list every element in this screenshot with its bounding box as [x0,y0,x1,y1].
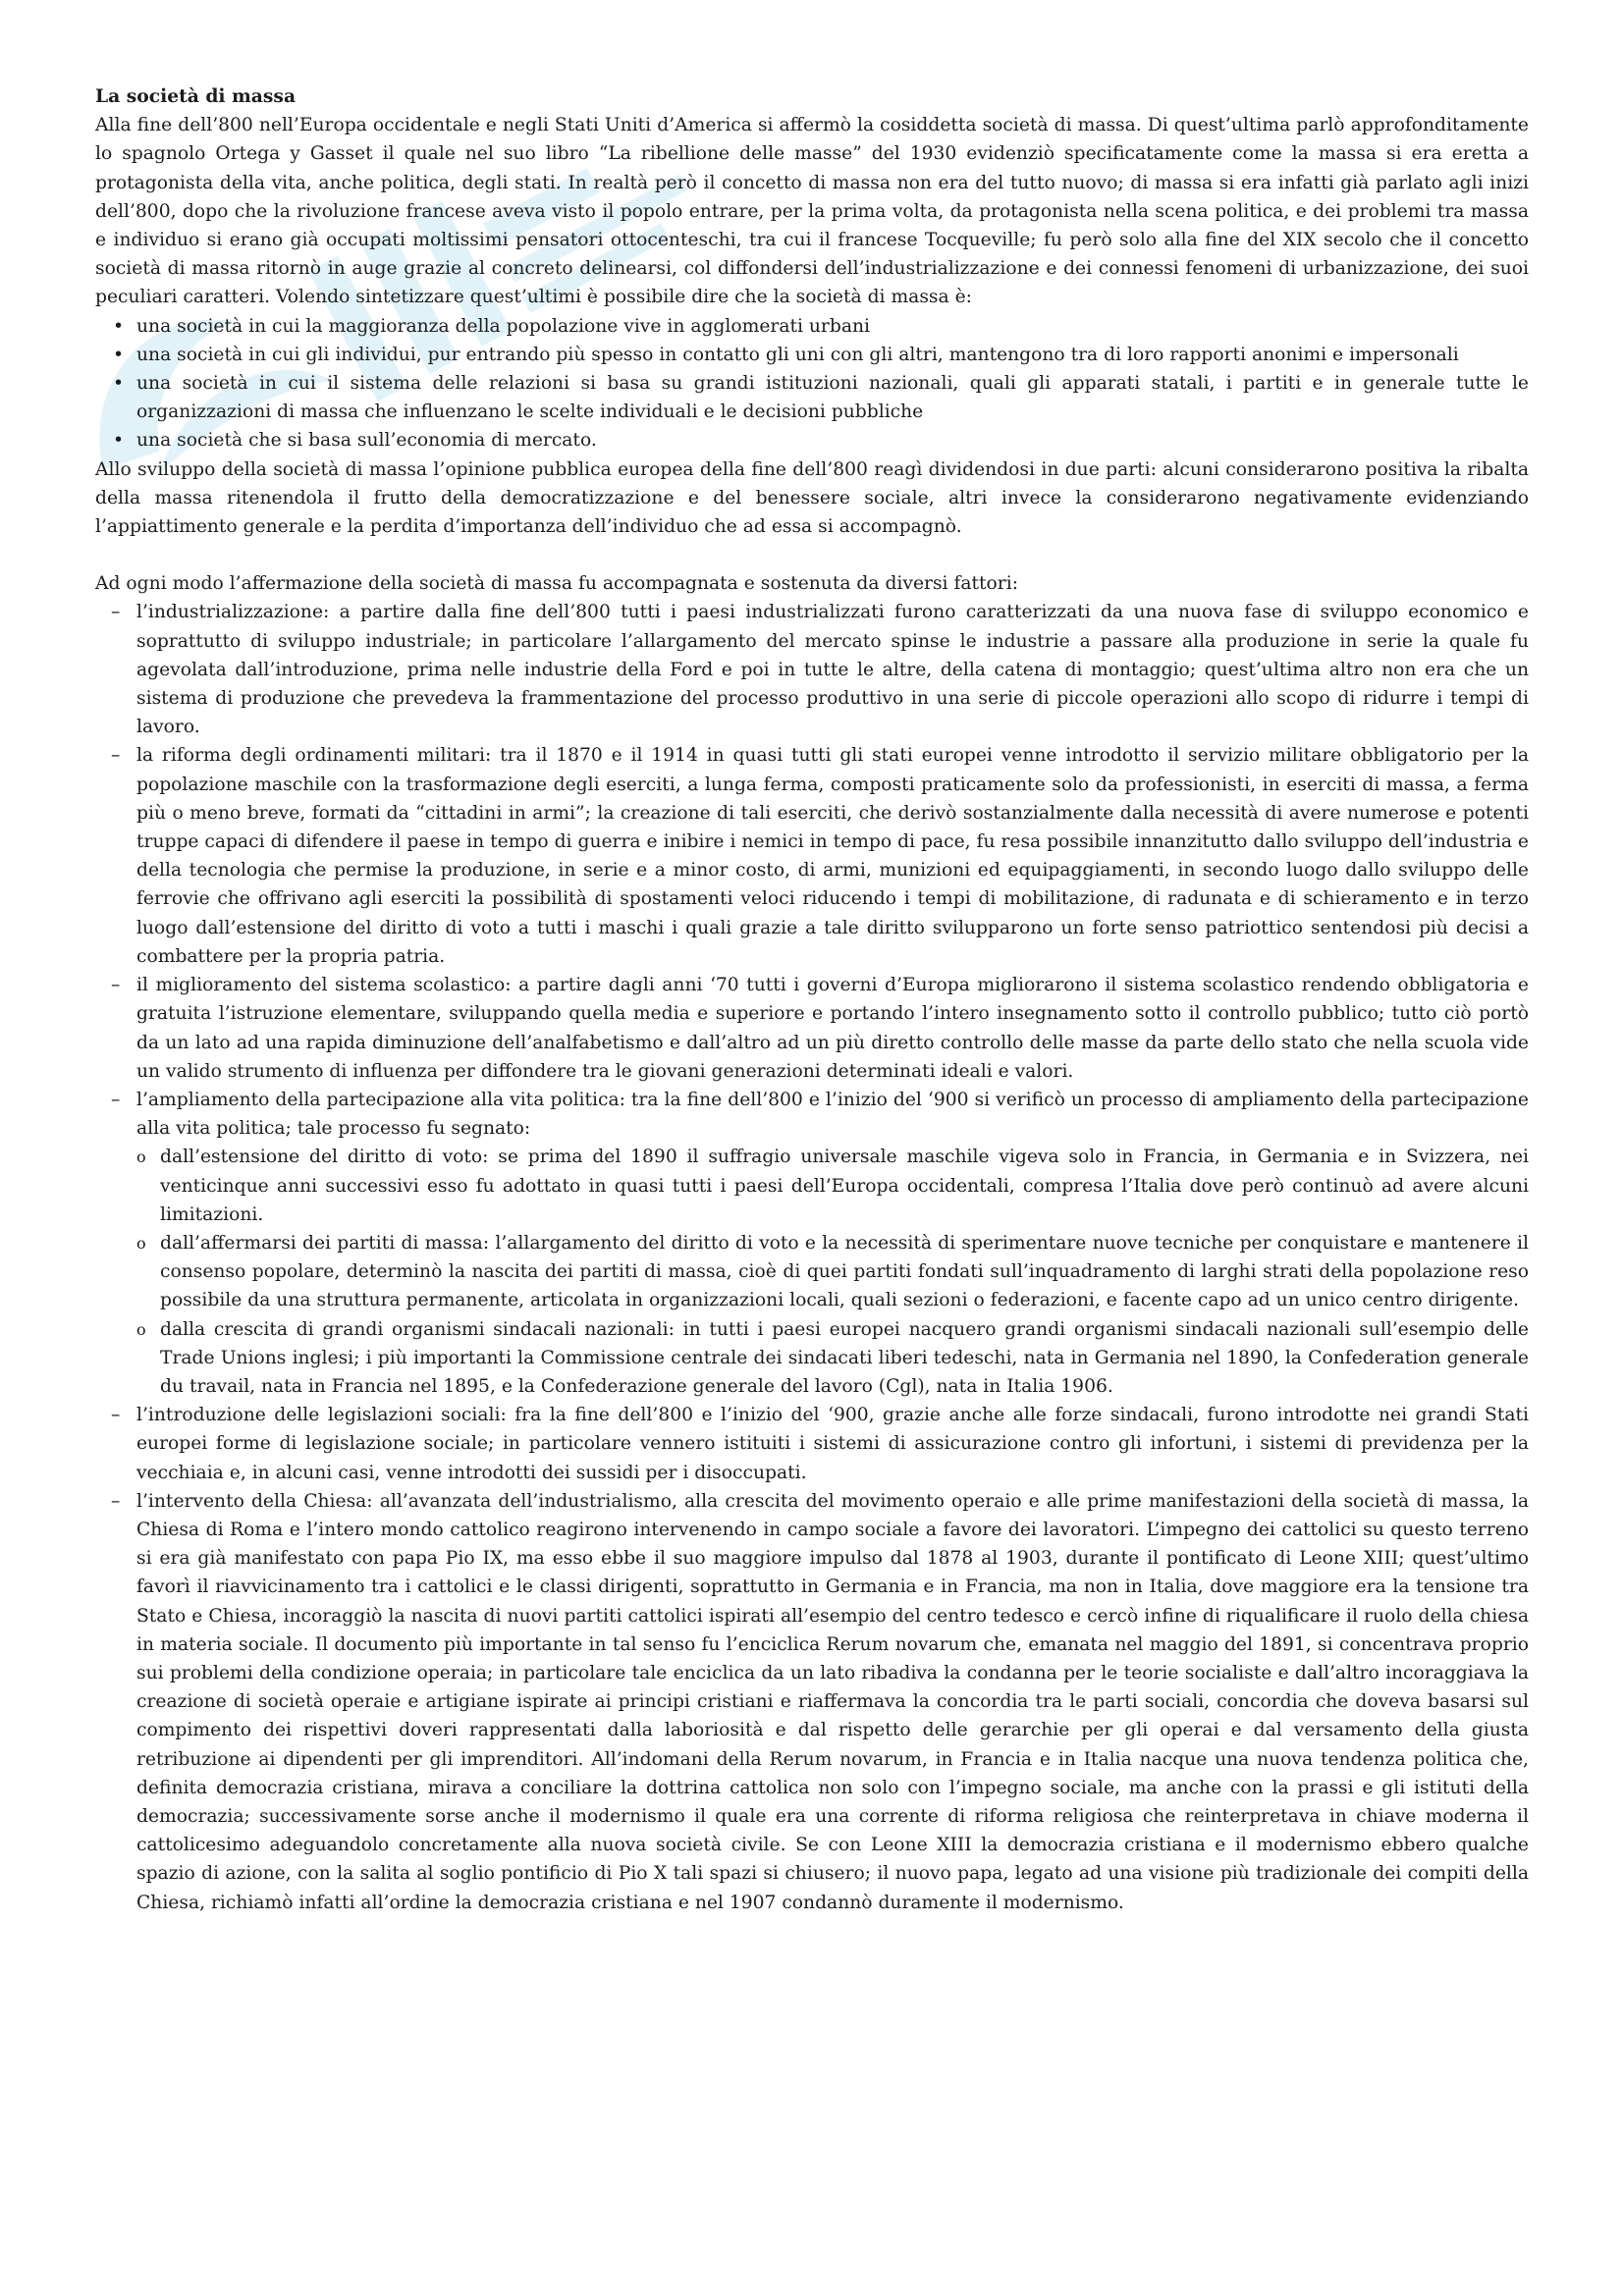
factor-social-legislation: – l’introduzione delle legislazioni sociali: fra la fine dell’800 e l’inizio del ‘900, grazie anche alle forze sindacali, furono introdotte nei grandi Stati europei forme di legislazione sociale; in particolare vennero istituiti i sistemi di assicurazione contro gli infortuni, i sistemi di previdenza per la vecchiaia e, in alcuni casi, venne introdotti dei sussidi per i disoccupati. [95,1401,1529,1487]
factor-industrialization: – l’industrializzazione: a partire dalla fine dell’800 tutti i paesi industrializzati furono caratterizzati da una nuova fase di sviluppo economico e soprattutto di sviluppo industriale; in particolare l’allargamento del mercato spinse le industrie a passare alla produzione in serie la quale fu agevolata dall’introduzione, prima nelle industrie della Ford e poi in tutte le altre, della catena di montaggio; quest’ultima altro non era che un sistema di produzione che prevedeva la frammentazione del processo produttivo in una serie di piccole operazioni allo scopo di ridurre i tempi di lavoro. [95,598,1529,741]
political-participation-sublist [136,1143,1529,1401]
opinion-paragraph: Allo sviluppo della società di massa l’opinione pubblica europea della fine dell’800 reagì dividendosi in due parti: alcuni considerarono positiva la ribalta della massa ritenendola il frutto della democratizzazione e del benessere sociale, altri invece la considerarono negativamente evidenziando l’appiattimento generale e la perdita d’importanza dell’individuo che ad essa si accompagnò. [95,458,1529,538]
list-item: • una società in cui il sistema delle relazioni si basa su grandi istituzioni nazionali, quali gli apparati statali, i partiti e in generale tutte le organizzazioni di massa che influenzano le scelte individuali e le decisioni pubbliche [95,369,1529,426]
list-item: • una società in cui la maggioranza della popolazione vive in agglomerati urbani [95,312,1529,341]
intro-paragraph: Alla fine dell’800 nell’Europa occidentale e negli Stati Uniti d’America si affermò la cosiddetta società di massa. Di quest’ultima parlò approfonditamente lo spagnolo Ortega y Gasset il quale nel suo libro “La ribellione delle masse” del 1930 evidenziò specificatamente come la massa si era eretta a protagonista della vita, anche politica, degli stati. In realtà però il concetto di massa non era del tutto nuovo; di massa si era infatti già parlato agli inizi dell’800, dopo che la rivoluzione francese aveva visto il popolo entrare, per la prima volta, da protagonista nella scena politica, e dei problemi tra massa e individuo si erano già occupati moltissimi pensatori ottocenteschi, tra cui il francese Tocqueville; fu però solo alla fine del XIX secolo che il concetto società di massa ritornò in auge grazie al concreto delinearsi, col diffondersi dell’industrializzazione e dei connessi fenomeni di urbanizzazione, dei suoi peculiari caratteri. Volendo sintetizzare quest’ultimi è possibile dire che la società di massa è: [95,115,1529,308]
sub-item-trade-unions: o dalla crescita di grandi organismi sindacali nazionali: in tutti i paesi europei nacquero grandi organismi sindacali nazionali sull’esempio delle Trade Unions inglesi; i più importanti la Commissione centrale dei sindacati liberi tedeschi, nata in Germania nel 1890, la Confederation generale du travail, nata in Francia nel 1895, e la Confederazione generale del lavoro (Cgl), nata in Italia 1906. [136,1315,1529,1402]
political-participation-intro: l’ampliamento della partecipazione alla vita politica: tra la fine dell’800 e l’inizio del ‘900 si verificò un processo di ampliamento della partecipazione alla vita politica; tale processo fu segnato: [136,1089,1529,1140]
sub-item-vote-extension: o dall’estensione del diritto di voto: se prima del 1890 il suffragio universale maschile vigeva solo in Francia, in Germania e in Svizzera, nei venticinque anni successivi esso fu adottato in quasi tutti i paesi dell’Europa occidentali, compresa l’Italia dove però continuò ad avere alcuni limitazioni. [136,1143,1529,1229]
factor-church-intervention: – l’intervento della Chiesa: all’avanzata dell’industrialismo, alla crescita del movimento operaio e alle prime manifestazioni della società di massa, la Chiesa di Roma e l’intero mondo cattolico reagirono intervenendo in campo sociale a favore dei lavoratori. L’impegno dei cattolici su questo terreno si era già manifestato con papa Pio IX, ma esso ebbe il suo maggiore impulso dal 1878 al 1903, durante il pontificato di Leone XIII; quest’ultimo favorì il riavvicinamento tra i cattolici e le classi dirigenti, soprattutto in Germania e in Francia, ma non in Italia, dove maggiore era la tensione tra Stato e Chiesa, incoraggiò la nascita di nuovi partiti cattolici ispirati all’esempio del centro tedesco e cercò infine di riqualificare il ruolo della chiesa in materia sociale. Il documento più importante in tal senso fu l’enciclica Rerum novarum che, emanata nel maggio del 1891, si concentrava proprio sui problemi della condizione operaia; in particolare tale enciclica da un lato ribadiva la condanna per le teorie socialiste e dall’altro incoraggiava la creazione di società operaie e artigiane ispirate ai principi cristiani e riaffermava la concordia tra le parti sociali, concordia che doveva basarsi sul compimento dei rispettivi doveri rappresentati dalla laboriosità e dal rispetto delle gerarchie per gli operai e dal versamento della giusta retribuzione ai dipendenti per gli imprenditori. All’indomani della Rerum novarum, in Francia e in Italia nacque una nuova tendenza politica che, definita democrazia cristiana, mirava a conciliare la dottrina cattolica non solo con l’impegno sociale, ma anche con la prassi e gli istituti della democrazia; successivamente sorse anche il modernismo il quale era una corrente di riforma religiosa che reinterpretava in chiave moderna il cattolicesimo adeguandolo concretamente alla nuova società civile. Se con Leone XIII la democrazia cristiana e il modernismo ebbero qualche spazio di azione, con la salita al soglio pontificio di Pio X tali spazi si chiusero; il nuovo papa, legato ad una visione più tradizionale dei compiti della Chiesa, richiamò infatti all’ordine la democrazia cristiana e nel 1907 condannò duramente il modernismo. [95,1487,1529,1917]
paragraph-gap [95,541,1529,569]
sub-item-mass-parties: o dall’affermarsi dei partiti di massa: l’allargamento del diritto di voto e la necessità di sperimentare nuove tecniche per conquistare e mantenere il consenso popolare, determinò la nascita dei partiti di massa, cioè di quei partiti fondati sull’inquadramento di larghi strati della popolazione reso possibile da una struttura permanente, articolata in organizzazioni locali, quali sezioni o federazioni, e facente capo ad un unico centro dirigente. [136,1229,1529,1315]
page-title: La società di massa [95,85,297,107]
list-item: • una società in cui gli individui, pur entrando più spesso in contatto gli uni con gli altri, mantengono tra di loro rapporti anonimi e impersonali [95,341,1529,369]
factors-list [95,598,1529,1916]
traits-list [95,312,1529,455]
factors-intro: Ad ogni modo l’affermazione della società di massa fu accompagnata e sostenuta da diversi fattori: [95,573,1018,595]
factor-military-reform: – la riforma degli ordinamenti militari: tra il 1870 e il 1914 in quasi tutti gli stati europei venne introdotto il servizio militare obbligatorio per la popolazione maschile con la trasformazione degli eserciti, a lunga ferma, composti praticamente solo da professionisti, in eserciti di massa, a ferma più o meno breve, formati da “cittadini in armi”; la creazione di tali eserciti, che derivò sostanzialmente dalla necessità di avere numerose e potenti truppe capaci di difendere il paese in tempo di guerra e inibire i nemici in tempo di pace, fu resa possibile innanzitutto dallo sviluppo dell’industria e della tecnologia che permise la produzione, in serie e a minor costo, di armi, munizioni ed equipaggiamenti, in secondo luogo dallo sviluppo delle ferrovie che offrivano agli eserciti la possibilità di spostamenti veloci riducendo i tempi di mobilitazione, di radunata e di schieramento e in terzo luogo dall’estensione del diritto di voto a tutti i maschi i quali grazie a tale diritto svilupparono un forte senso patriottico sentendosi più decisi a combattere per la propria patria. [95,741,1529,971]
factor-school-system: – il miglioramento del sistema scolastico: a partire dagli anni ‘70 tutti i governi d’Europa migliorarono il sistema scolastico rendendo obbligatoria e gratuita l’istruzione elementare, sviluppando quella media e superiore e portando l’intero insegnamento sotto il controllo pubblico; tutto ciò portò da un lato ad una rapida diminuzione dell’analfabetismo e dall’altro ad un più diretto controllo delle masse da parte dello stato che nella scuola vide un valido strumento di influenza per diffondere tra le giovani generazioni determinati ideali e valori. [95,971,1529,1086]
document-body [95,82,1529,1917]
list-item: • una società che si basa sull’economia di mercato. [95,426,1529,454]
factor-political-participation [95,1086,1529,1401]
